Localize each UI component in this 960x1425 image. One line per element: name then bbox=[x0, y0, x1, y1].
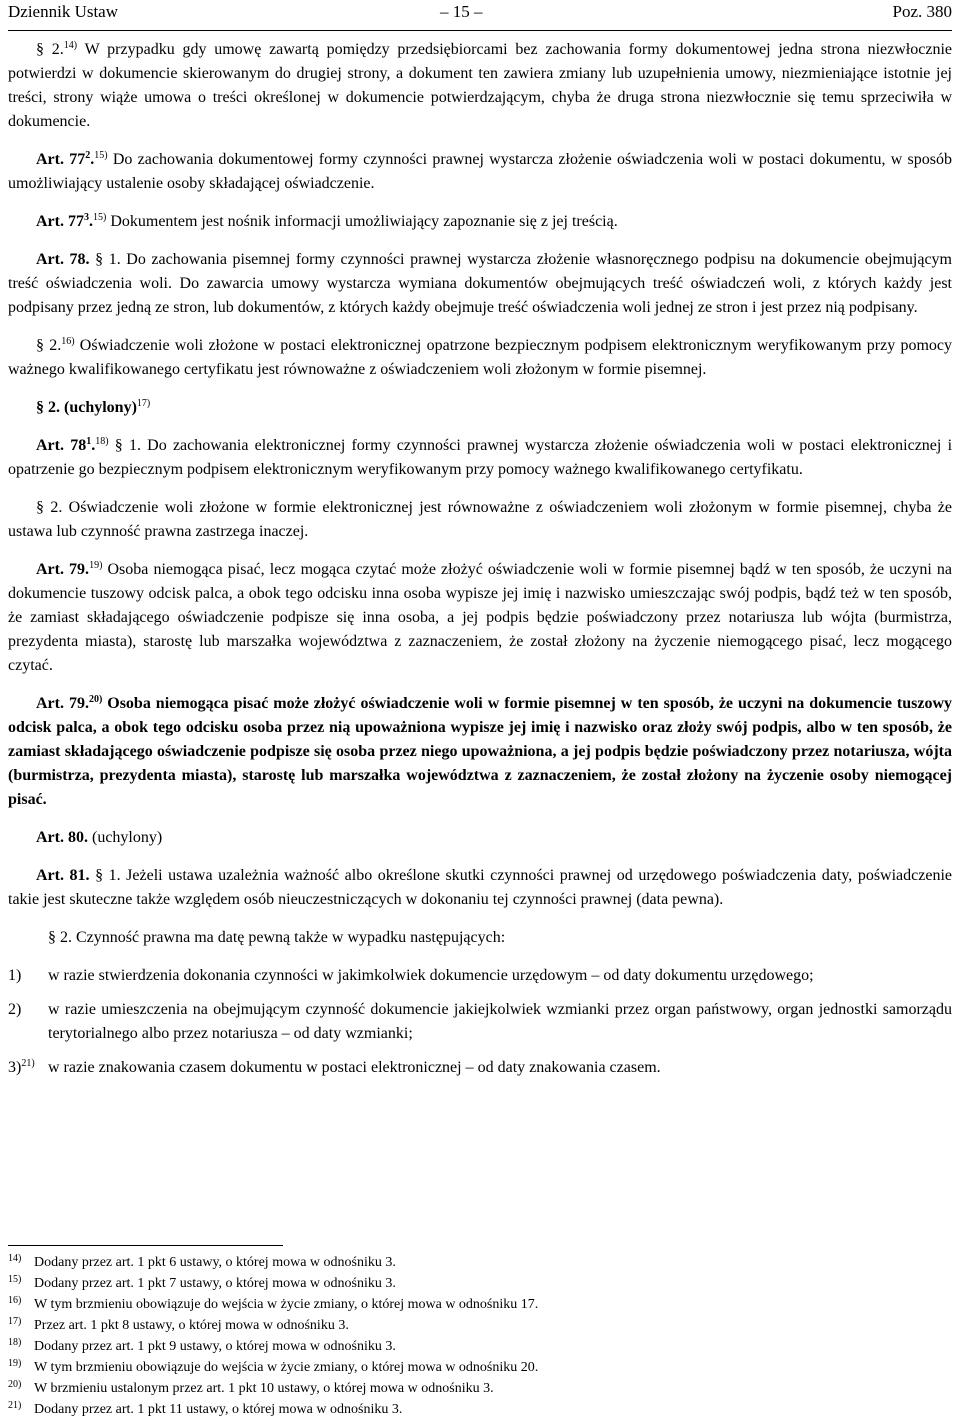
article-81: Art. 81. § 1. Jeżeli ustawa uzależnia ważność albo określone skutki czynności prawnej od urzędowego poświadczenia daty, poświadczenie takie jest skuteczne także względem osób nieuczestniczących w dokonaniu tej czynności prawnej (data pewna). bbox=[8, 867, 953, 908]
article-77-3: Art. $77^3.^{15)}$ Dokumentem jest nośnik informacji umożliwiający zapoznanie się z jej treścią. bbox=[36, 212, 618, 230]
footnote: 19) W tym brzmieniu obowiązuje do wejścia w życie zmiany, o której mowa w odnośniku 20. bbox=[8, 1358, 539, 1375]
article-78-1-section-2: § 2. Oświadczenie woli złożone w formie elektronicznej jest równoważne z oświadczeniem woli złożonym w formie pisemnej, chyba że ustawa lub czynność prawna zastrzega inaczej. bbox=[8, 499, 953, 540]
article-79-current: Art. 79.$^{19)}$ Osoba niemogąca pisać, lecz mogąca czytać może złożyć oświadczenie woli w formie pisemnej bądź w ten sposób, że uczyni na dokumencie tuszowy odcisk palca, a obok tego odcisku inna osoba wypisze jej imię i nazwisko umieszczając swój podpis, bądź też w ten sposób, że zamiast składającego oświadczenie podpisze się inna osoba, a jej podpis będzie poświadczony przez notariusza lub wójta (burmistrza, prezydenta miasta), starostę lub marszałka województwa z zaznaczeniem, że został złożony na życzenie niemogącego pisać, lecz mogącego czytać. bbox=[8, 560, 953, 674]
footnotes bbox=[8, 1245, 952, 1420]
article-79-amended: Art. 79.$^{20)}$ Osoba niemogąca pisać może złożyć oświadczenie woli w formie pisemnej w ten sposób, że uczyni na dokumencie tuszowy odcisk palca, a obok tego odcisku osoba przez nią upoważniona wypisze jej imię i nazwisko oraz złoży swój podpis, albo w ten sposób, że zamiast składającego oświadczenie podpisze się osoba przez niego upoważniona, a jej podpis będzie poświadczony przez notariusza, wójta (burmistrza, prezydenta miasta), starostę lub marszałka województwa z zaznaczeniem, że został złożony na życzenie osoby niemogącej pisać. bbox=[8, 694, 952, 808]
article-78-section-2-repealed: § 2. (uchylony)$^{17)}$ bbox=[36, 398, 151, 416]
footnote: 15) Dodany przez art. 1 pkt 7 ustawy, o której mowa w odnośniku 3. bbox=[8, 1274, 396, 1291]
article-78-section-2: § 2.$^{16)}$ Oświadczenie woli złożone w postaci elektronicznej opatrzone bezpiecznym podpisem elektronicznym weryfikowanym przy pomocy ważnego kwalifikowanego certyfikatu jest równoważne z oświadczeniem woli złożonym w formie pisemnej. bbox=[8, 336, 953, 378]
list-item: 2) w razie umieszczenia na obejmującym czynność dokumencie jakiejkolwiek wzmianki przez organ państwowy, organ jednostki samorządu terytorialnego albo przez notariusza – od daty wzmianki; bbox=[8, 1001, 952, 1042]
footnote: 14) Dodany przez art. 1 pkt 6 ustawy, o której mowa w odnośniku 3. bbox=[8, 1253, 396, 1270]
page-number: – 15 – bbox=[440, 2, 483, 21]
journal-title: Dziennik Ustaw bbox=[8, 2, 119, 21]
footnote: 21) Dodany przez art. 1 pkt 11 ustawy, o której mowa w odnośniku 3. bbox=[8, 1400, 403, 1417]
article-78: Art. 78. § 1. Do zachowania pisemnej formy czynności prawnej wystarcza złożenie własnoręcznego podpisu na dokumencie obejmującym treść oświadczenia woli. Do zawarcia umowy wystarcza wymiana dokumentów obejmujących treść oświadczeń woli, z których każdy jest podpisany przez jedną ze stron, lub dokumentów, z których każdy obejmuje treść oświadczenia woli jednej ze stron i jest przez nią podpisany. bbox=[8, 251, 953, 316]
list-item: 3)$^{21)}$ w razie znakowania czasem dokumentu w postaci elektronicznej – od daty znakowania czasem. bbox=[8, 1058, 661, 1076]
page-header bbox=[8, 0, 952, 31]
article-77-2: Art. $77^2.^{15)}$ Do zachowania dokumentowej formy czynności prawnej wystarcza złożenie oświadczenia woli w postaci dokumentu, w sposób umożliwiający ustalenie osoby składającej oświadczenie. bbox=[8, 150, 952, 192]
article-80: Art. 80. (uchylony) bbox=[36, 829, 163, 846]
footnote-divider bbox=[8, 1245, 283, 1246]
footnote: 16) W tym brzmieniu obowiązuje do wejścia w życie zmiany, o której mowa w odnośniku 17. bbox=[8, 1295, 539, 1312]
position-number: Poz. 380 bbox=[892, 2, 952, 21]
article-78-1: Art. $78^1.^{18)}$ § 1. Do zachowania elektronicznej formy czynności prawnej wystarcza złożenie oświadczenia woli w postaci elektronicznej i opatrzenie go bezpiecznym podpisem elektronicznym weryfikowanym przy pomocy ważnego kwalifikowanego certyfikatu. bbox=[8, 436, 953, 478]
article-81-section-2: § 2. Czynność prawna ma datę pewną także w wypadku następujących: bbox=[48, 929, 506, 946]
footnote: 17) Przez art. 1 pkt 8 ustawy, o której mowa w odnośniku 3. bbox=[8, 1316, 349, 1333]
paragraph-section-2: § 2.$^{14)}$ W przypadku gdy umowę zawartą pomiędzy przedsiębiorcami bez zachowania formy dokumentowej jedna strona niezwłocznie potwierdzi w dokumencie skierowanym do drugiej strony, a dokument ten zawiera zmiany lub uzupełnienia umowy, niezmieniające istotnie jej treści, strony wiąże umowa o treści określonej w dokumencie potwierdzającym, chyba że druga strona niezwłocznie się temu sprzeciwiła w dokumencie. bbox=[8, 40, 952, 130]
document-body bbox=[8, 38, 952, 1090]
footnote: 18) Dodany przez art. 1 pkt 9 ustawy, o której mowa w odnośniku 3. bbox=[8, 1337, 396, 1354]
list-item: 1) w razie stwierdzenia dokonania czynności w jakimkolwiek dokumencie urzędowym – od daty dokumentu urzędowego; bbox=[8, 967, 814, 984]
footnote: 20) W brzmieniu ustalonym przez art. 1 pkt 10 ustawy, o której mowa w odnośniku 3. bbox=[8, 1379, 494, 1396]
